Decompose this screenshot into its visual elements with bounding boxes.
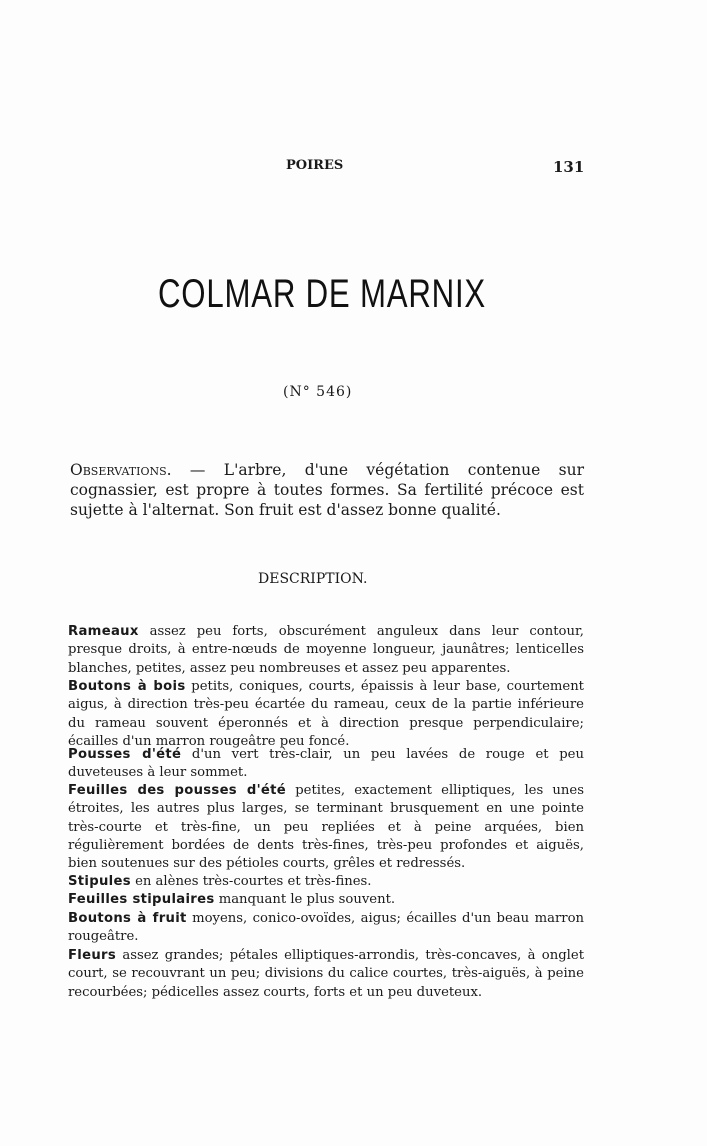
paragraph-text: petites, exactement elliptiques, les unes étroites, les autres plus larges, se terminant brusquement en une pointe très-courte et très-fine, un peu repliées et à peine arquées, bien régulièrement bordées de dents très-fines, très-peu profondes et aiguës, bien soutenues sur des pétioles courts, grêles et redressés. xyxy=(68,783,584,872)
observations xyxy=(70,460,584,520)
paragraph-text: d'un vert très-clair, un peu lavées de rouge et peu duveteuses à leur sommet. xyxy=(68,747,584,781)
paragraph-text: en alènes très-courtes et très-fines. xyxy=(130,874,372,889)
term: Rameaux xyxy=(68,624,139,639)
term: Fleurs xyxy=(68,948,117,963)
paragraph-text: assez grandes; pétales elliptiques-arrondis, très-concaves, à onglet court, se recouvrant un peu; divisions du calice courtes, très-aiguës, à peine recourbées; pédicelles assez courts, forts et un peu duveteux. xyxy=(68,948,584,1000)
description-paragraph xyxy=(68,678,584,751)
variety-number: (N° 546) xyxy=(283,384,353,400)
description-paragraph xyxy=(68,910,584,947)
description-paragraph xyxy=(68,873,584,891)
description-paragraph xyxy=(68,746,584,783)
paragraph-text: manquant le plus souvent. xyxy=(214,892,396,907)
description-paragraph xyxy=(68,891,584,909)
observations-text: — L'arbre, d'une végétation contenue sur cognassier, est propre à toutes formes. Sa fertilité précoce est sujette à l'alternat. Son fruit est d'assez bonne qualité. xyxy=(70,461,584,519)
term: Pousses d'été xyxy=(68,747,182,762)
term: Boutons à fruit xyxy=(68,911,187,926)
description-heading: DESCRIPTION. xyxy=(258,571,368,587)
description-paragraph xyxy=(68,623,584,678)
page-title: COLMAR DE MARNIX xyxy=(158,272,486,316)
paragraph-text: petits, coniques, courts, épaissis à leur base, courtement aigus, à direction très-peu écartée du rameau, ceux de la partie inférieure du rameau souvent éperonnés et à direction presque perpendiculaire; écailles d'un marron rougeâtre peu foncé. xyxy=(68,679,584,749)
page-number: 131 xyxy=(553,158,585,176)
term: Boutons à bois xyxy=(68,679,186,694)
running-title: POIRES xyxy=(286,158,344,173)
description-paragraph xyxy=(68,782,584,873)
term: Feuilles stipulaires xyxy=(68,892,215,907)
paragraph-text: assez peu forts, obscurément anguleux dans leur contour, presque droits, à entre-nœuds de moyenne longueur, jaunâtres; lenticelles blanches, petites, assez peu nombreuses et assez peu apparentes. xyxy=(68,624,584,676)
term: Feuilles des pousses d'été xyxy=(68,783,287,798)
term: Stipules xyxy=(68,874,131,889)
description-paragraph xyxy=(68,947,584,1002)
observations-label: Observations. xyxy=(70,461,172,479)
paragraph-text: moyens, conico-ovoïdes, aigus; écailles d'un beau marron rougeâtre. xyxy=(68,911,584,945)
